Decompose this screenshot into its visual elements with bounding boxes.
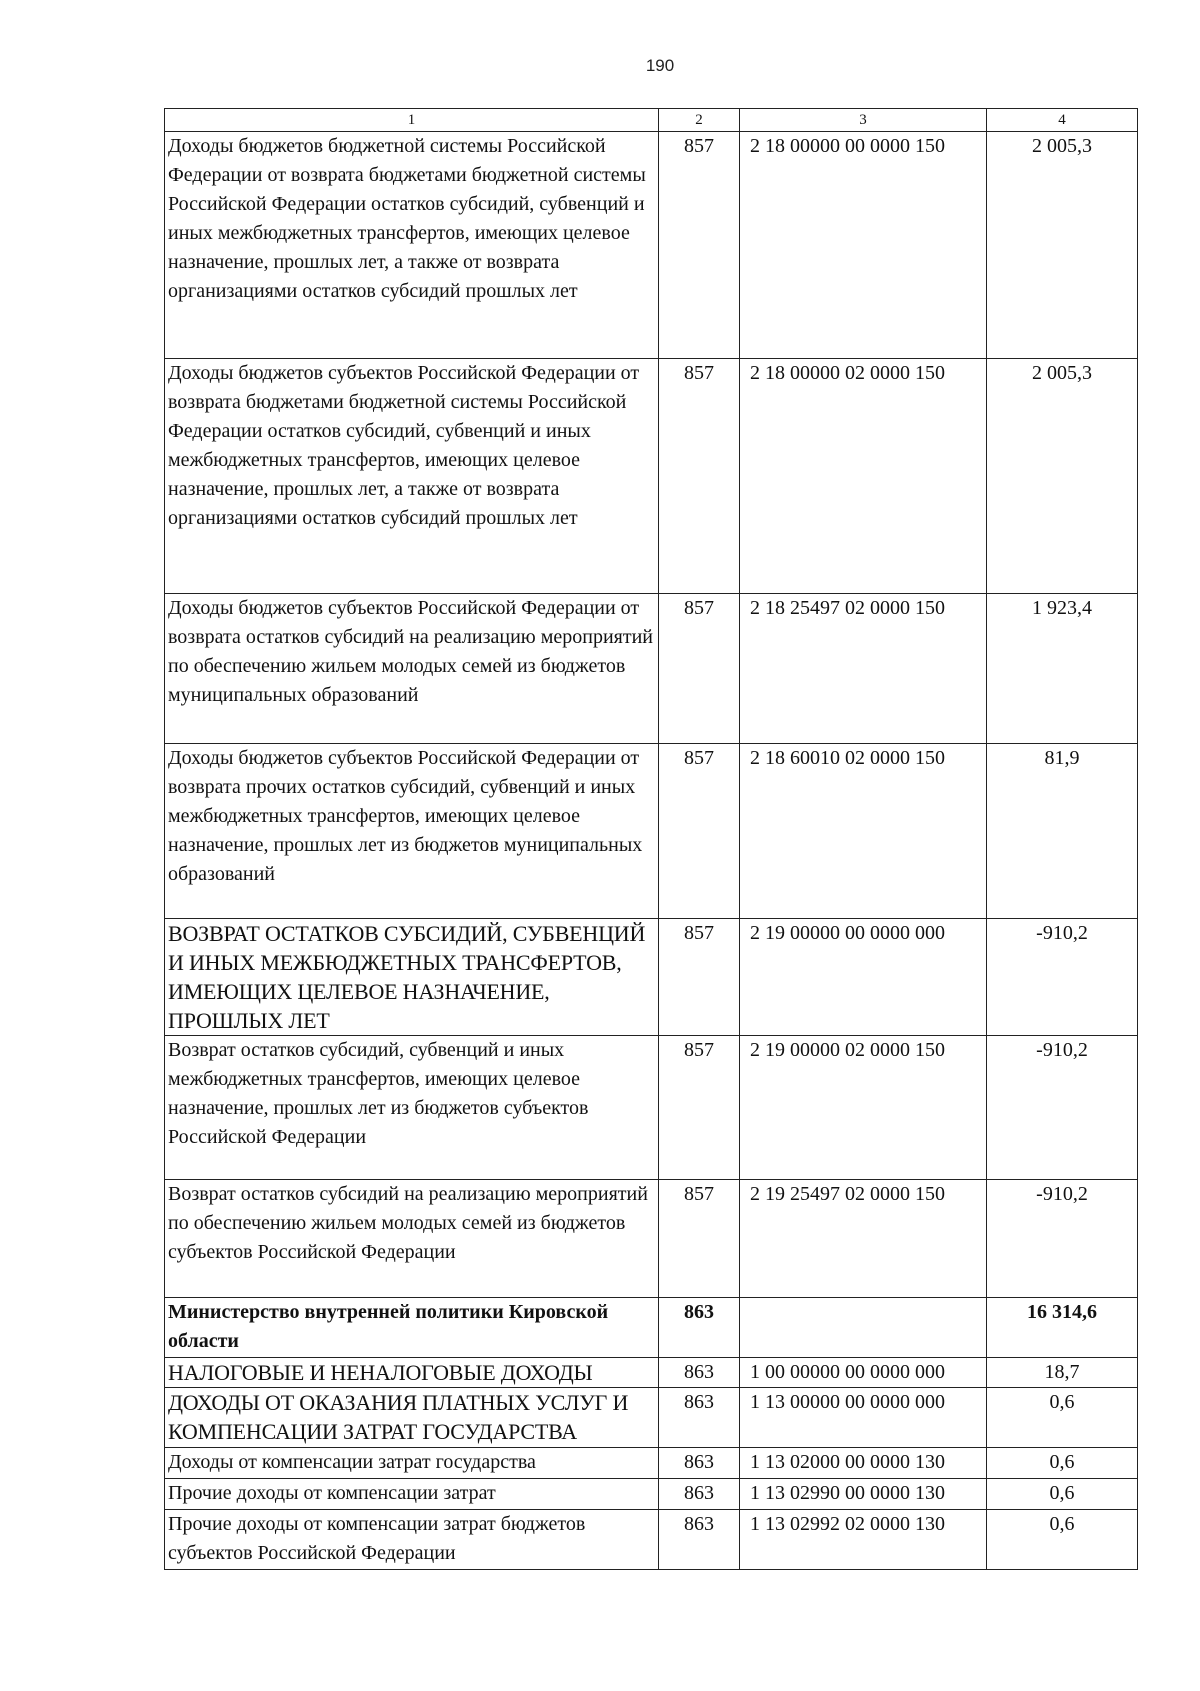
table-row: [165, 744, 1138, 919]
row-name: Доходы от компенсации затрат государства: [165, 1448, 659, 1479]
table-row: [165, 1510, 1138, 1570]
row-admin-code: 857: [659, 359, 740, 594]
row-admin-code: 857: [659, 744, 740, 919]
row-budget-code: [740, 1298, 987, 1358]
row-budget-code: 2 18 00000 00 0000 150: [740, 132, 987, 359]
row-amount: 2 005,3: [987, 359, 1138, 594]
row-name: Возврат остатков субсидий на реализацию мероприятий по обеспечению жильем молодых семей из бюджетов субъектов Российской Федерации: [165, 1180, 659, 1298]
row-admin-code: 863: [659, 1388, 740, 1448]
row-admin-code: 857: [659, 919, 740, 1036]
row-amount: -910,2: [987, 1180, 1138, 1298]
row-budget-code: 1 00 00000 00 0000 000: [740, 1358, 987, 1388]
row-amount: 0,6: [987, 1388, 1138, 1448]
row-name: НАЛОГОВЫЕ И НЕНАЛОГОВЫЕ ДОХОДЫ: [165, 1358, 659, 1388]
table-row: [165, 1358, 1138, 1388]
row-admin-code: 863: [659, 1510, 740, 1570]
row-name: Прочие доходы от компенсации затрат: [165, 1479, 659, 1510]
row-amount: 0,6: [987, 1510, 1138, 1570]
row-admin-code: 863: [659, 1448, 740, 1479]
row-budget-code: 2 18 60010 02 0000 150: [740, 744, 987, 919]
row-budget-code: 1 13 02992 02 0000 130: [740, 1510, 987, 1570]
row-admin-code: 857: [659, 132, 740, 359]
table-row-section: [165, 1298, 1138, 1358]
row-budget-code: 1 13 00000 00 0000 000: [740, 1388, 987, 1448]
table-row: [165, 1388, 1138, 1448]
row-name: Прочие доходы от компенсации затрат бюджетов субъектов Российской Федерации: [165, 1510, 659, 1570]
row-admin-code: 857: [659, 594, 740, 744]
row-budget-code: 1 13 02000 00 0000 130: [740, 1448, 987, 1479]
row-name: Министерство внутренней политики Кировской области: [165, 1298, 659, 1358]
row-amount: 16 314,6: [987, 1298, 1138, 1358]
table-header-row: [165, 109, 1138, 132]
row-admin-code: 863: [659, 1358, 740, 1388]
table-row: [165, 1479, 1138, 1510]
row-amount: 1 923,4: [987, 594, 1138, 744]
page-number: 190: [645, 56, 675, 75]
row-admin-code: 857: [659, 1036, 740, 1180]
row-name: ДОХОДЫ ОТ ОКАЗАНИЯ ПЛАТНЫХ УСЛУГ И КОМПЕНСАЦИИ ЗАТРАТ ГОСУДАРСТВА: [165, 1388, 659, 1448]
row-admin-code: 863: [659, 1479, 740, 1510]
table-row: [165, 919, 1138, 1036]
row-amount: -910,2: [987, 1036, 1138, 1180]
row-budget-code: 2 18 25497 02 0000 150: [740, 594, 987, 744]
table-row: [165, 1036, 1138, 1180]
row-amount: -910,2: [987, 919, 1138, 1036]
column-header-2: 2: [659, 109, 740, 132]
row-name: Доходы бюджетов субъектов Российской Федерации от возврата бюджетами бюджетной системы Российской Федерации остатков субсидий, субвенций и иных межбюджетных трансфертов, имеющих целевое назначение, прошлых лет, а также от возврата организациями остатков субсидий прошлых лет: [165, 359, 659, 594]
row-budget-code: 1 13 02990 00 0000 130: [740, 1479, 987, 1510]
row-name: ВОЗВРАТ ОСТАТКОВ СУБСИДИЙ, СУБВЕНЦИЙ И ИНЫХ МЕЖБЮДЖЕТНЫХ ТРАНСФЕРТОВ, ИМЕЮЩИХ ЦЕЛЕВОЕ НАЗНАЧЕНИЕ, ПРОШЛЫХ ЛЕТ: [165, 919, 659, 1036]
row-admin-code: 857: [659, 1180, 740, 1298]
row-name: Возврат остатков субсидий, субвенций и иных межбюджетных трансфертов, имеющих целевое назначение, прошлых лет из бюджетов субъектов Российской Федерации: [165, 1036, 659, 1180]
row-budget-code: 2 19 00000 02 0000 150: [740, 1036, 987, 1180]
table-row: [165, 1180, 1138, 1298]
row-budget-code: 2 19 25497 02 0000 150: [740, 1180, 987, 1298]
row-amount: 18,7: [987, 1358, 1138, 1388]
revenue-table: [164, 108, 1138, 1570]
row-name: Доходы бюджетов субъектов Российской Федерации от возврата прочих остатков субсидий, субвенций и иных межбюджетных трансфертов, имеющих целевое назначение, прошлых лет из бюджетов муниципальных образований: [165, 744, 659, 919]
row-admin-code: 863: [659, 1298, 740, 1358]
row-amount: 81,9: [987, 744, 1138, 919]
table-row: [165, 132, 1138, 359]
row-amount: 0,6: [987, 1479, 1138, 1510]
column-header-3: 3: [740, 109, 987, 132]
row-budget-code: 2 18 00000 02 0000 150: [740, 359, 987, 594]
table-row: [165, 1448, 1138, 1479]
row-name: Доходы бюджетов бюджетной системы Российской Федерации от возврата бюджетами бюджетной системы Российской Федерации остатков субсидий, субвенций и иных межбюджетных трансфертов, имеющих целевое назначение, прошлых лет, а также от возврата организациями остатков субсидий прошлых лет: [165, 132, 659, 359]
column-header-4: 4: [987, 109, 1138, 132]
table-row: [165, 359, 1138, 594]
row-name: Доходы бюджетов субъектов Российской Федерации от возврата остатков субсидий на реализацию мероприятий по обеспечению жильем молодых семей из бюджетов муниципальных образований: [165, 594, 659, 744]
row-amount: 2 005,3: [987, 132, 1138, 359]
row-budget-code: 2 19 00000 00 0000 000: [740, 919, 987, 1036]
column-header-1: 1: [165, 109, 659, 132]
row-amount: 0,6: [987, 1448, 1138, 1479]
table-row: [165, 594, 1138, 744]
